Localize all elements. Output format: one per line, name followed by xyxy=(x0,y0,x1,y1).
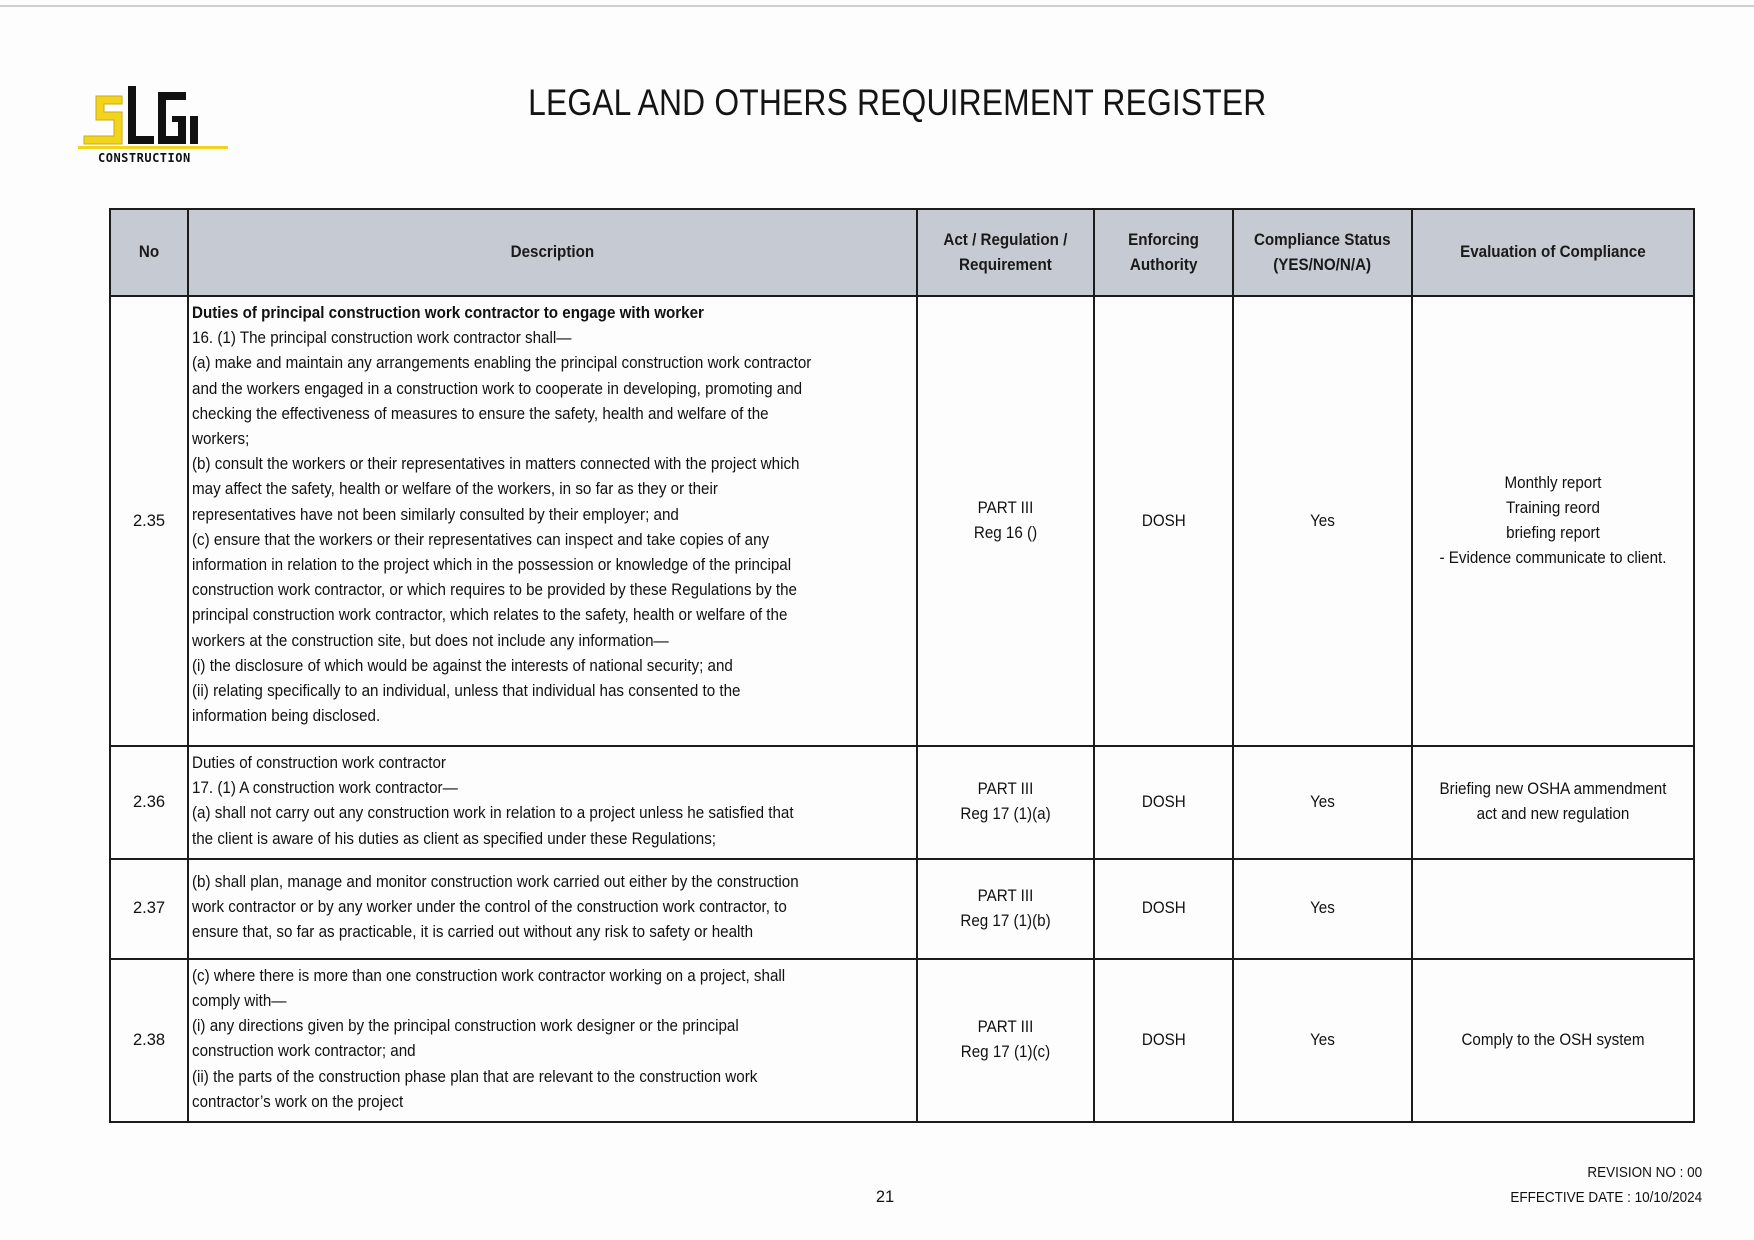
row-number: 2.37 xyxy=(110,859,188,959)
row-description: Duties of principal construction work contractor to engage with worker 16. (1) The principal construction work contractor shall— (a) make and maintain any arrangements enabling the principal construction work contractor and the workers engaged in a construction work to cooperate in developing, promoting and checking the effectiveness of measures to ensure the safety, health and welfare of the workers; (b) consult the workers or their representatives in matters connected with the project which may affect the safety, health or welfare of the workers, in so far as they or their representatives have not been similarly consulted by their employer; and (c) ensure that the workers or their representatives can inspect and take copies of any information in relation to the project which in the possession or knowledge of the principal construction work contractor, or which requires to be provided by these Regulations by the principal construction work contractor, which relates to the safety, health or welfare of the workers at the construction site, but does not include any information— (i) the disclosure of which would be against the interests of national security; and (ii) relating specifically to an individual, unless that individual has consented to the information being disclosed. xyxy=(188,296,917,746)
row-enforcing-authority: DOSH xyxy=(1094,296,1233,746)
revision-number: REVISION NO : 00 xyxy=(1587,1164,1702,1181)
description-heading: Duties of principal construction work contractor to engage with worker xyxy=(192,304,704,322)
svg-text:CONSTRUCTION: CONSTRUCTION xyxy=(98,151,191,165)
row-enforcing-authority: DOSH xyxy=(1094,746,1233,859)
row-description: (b) shall plan, manage and monitor construction work carried out either by the construction work contractor or by any worker under the control of the construction work contractor, to ensure that, so far as practicable, it is carried out without any risk to safety or health xyxy=(188,859,917,959)
row-evaluation: Monthly report Training reord briefing report - Evidence communicate to client. xyxy=(1412,296,1694,746)
table-row xyxy=(110,959,1694,1122)
requirement-register-table xyxy=(109,208,1695,1123)
row-evaluation xyxy=(1412,859,1694,959)
row-enforcing-authority: DOSH xyxy=(1094,959,1233,1122)
scan-edge-line xyxy=(0,5,1754,7)
row-compliance-status: Yes xyxy=(1233,296,1412,746)
table-header-row xyxy=(110,209,1694,296)
row-enforcing-authority: DOSH xyxy=(1094,859,1233,959)
row-description: Duties of construction work contractor 17. (1) A construction work contractor— (a) shall not carry out any construction work in relation to a project unless he satisfied that the client is aware of his duties as client as specified under these Regulations; xyxy=(188,746,917,859)
row-evaluation: Briefing new OSHA ammendment act and new regulation xyxy=(1412,746,1694,859)
revision-block xyxy=(1489,1160,1702,1210)
table-row xyxy=(110,296,1694,746)
col-header-description: Description xyxy=(188,209,917,296)
row-act-regulation: PART III Reg 17 (1)(b) xyxy=(917,859,1094,959)
col-header-compliance-status: Compliance Status (YES/NO/N/A) xyxy=(1233,209,1412,296)
col-header-evaluation: Evaluation of Compliance xyxy=(1412,209,1694,296)
table-row xyxy=(110,859,1694,959)
col-header-enforcing-authority: Enforcing Authority xyxy=(1094,209,1233,296)
row-act-regulation: PART III Reg 17 (1)(c) xyxy=(917,959,1094,1122)
page-number: 21 xyxy=(875,1188,895,1206)
row-number: 2.38 xyxy=(110,959,188,1122)
row-compliance-status: Yes xyxy=(1233,746,1412,859)
row-evaluation: Comply to the OSH system xyxy=(1412,959,1694,1122)
effective-date: EFFECTIVE DATE : 10/10/2024 xyxy=(1510,1189,1702,1206)
row-number: 2.36 xyxy=(110,746,188,859)
row-act-regulation: PART III Reg 16 () xyxy=(917,296,1094,746)
row-compliance-status: Yes xyxy=(1233,959,1412,1122)
col-header-no: No xyxy=(110,209,188,296)
page-title-text: LEGAL AND OTHERS REQUIREMENT REGISTER xyxy=(527,82,1267,123)
row-number: 2.35 xyxy=(110,296,188,746)
col-header-act-regulation: Act / Regulation / Requirement xyxy=(917,209,1094,296)
row-act-regulation: PART III Reg 17 (1)(a) xyxy=(917,746,1094,859)
row-description: (c) where there is more than one construction work contractor working on a project, shall comply with— (i) any directions given by the principal construction work designer or the principal construction work contractor; and (ii) the parts of the construction phase plan that are relevant to the construction work contractor’s work on the project xyxy=(188,959,917,1122)
row-compliance-status: Yes xyxy=(1233,859,1412,959)
table-row xyxy=(110,746,1694,859)
page-title xyxy=(0,82,1754,124)
